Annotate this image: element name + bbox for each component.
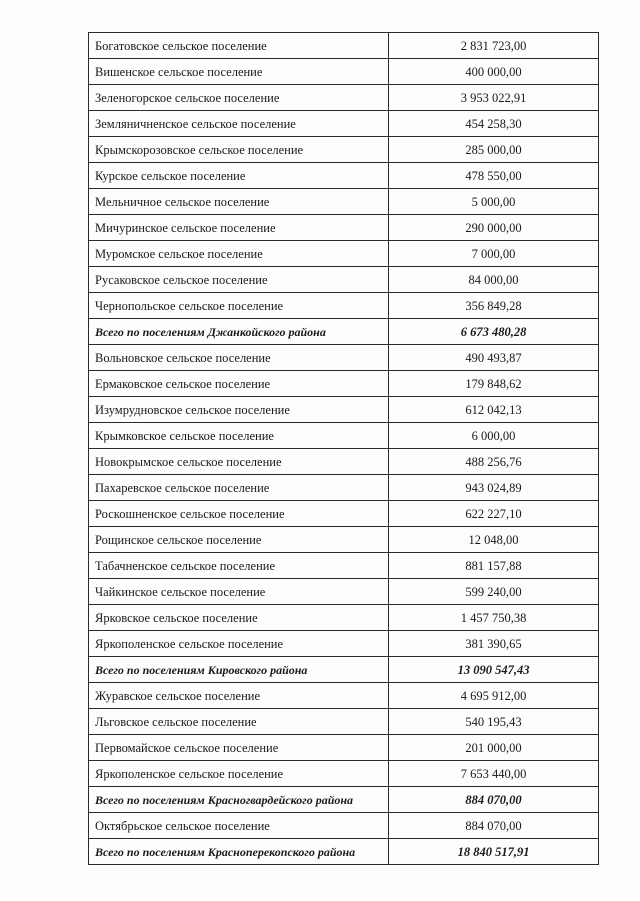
settlement-name-cell: Чайкинское сельское поселение [89,579,389,605]
district-total-amount: 13 090 547,43 [389,657,599,683]
amount-cell: 881 157,88 [389,553,599,579]
settlement-name-cell: Рощинское сельское поселение [89,527,389,553]
table-row [89,215,599,241]
table-row [89,813,599,839]
amount-cell: 884 070,00 [389,813,599,839]
table-row [89,59,599,85]
district-total-row [89,839,599,865]
amount-cell: 400 000,00 [389,59,599,85]
table-row [89,579,599,605]
amount-cell: 7 653 440,00 [389,761,599,787]
table-row [89,527,599,553]
settlement-name-cell: Новокрымское сельское поселение [89,449,389,475]
table-row [89,189,599,215]
settlement-name-cell: Земляничненское сельское поселение [89,111,389,137]
district-total-row [89,787,599,813]
settlement-name-cell: Крымковское сельское поселение [89,423,389,449]
district-total-label: Всего по поселениям Красноперекопского района [89,839,389,865]
amount-cell: 612 042,13 [389,397,599,423]
table-row [89,475,599,501]
district-total-amount: 884 070,00 [389,787,599,813]
table-row [89,85,599,111]
settlement-name-cell: Роскошненское сельское поселение [89,501,389,527]
settlements-funding-table [88,32,599,865]
amount-cell: 2 831 723,00 [389,33,599,59]
table-row [89,345,599,371]
settlement-name-cell: Первомайское сельское поселение [89,735,389,761]
table-row [89,683,599,709]
amount-cell: 356 849,28 [389,293,599,319]
district-total-label: Всего по поселениям Красногвардейского района [89,787,389,813]
district-total-row [89,657,599,683]
amount-cell: 599 240,00 [389,579,599,605]
amount-cell: 6 000,00 [389,423,599,449]
settlement-name-cell: Вольновское сельское поселение [89,345,389,371]
settlement-name-cell: Пахаревское сельское поселение [89,475,389,501]
amount-cell: 1 457 750,38 [389,605,599,631]
amount-cell: 290 000,00 [389,215,599,241]
amount-cell: 7 000,00 [389,241,599,267]
table-row [89,397,599,423]
settlement-name-cell: Яркополенское сельское поселение [89,631,389,657]
table-row [89,163,599,189]
amount-cell: 490 493,87 [389,345,599,371]
amount-cell: 5 000,00 [389,189,599,215]
table-body [89,33,599,865]
amount-cell: 3 953 022,91 [389,85,599,111]
table-row [89,761,599,787]
settlement-name-cell: Изумрудновское сельское поселение [89,397,389,423]
settlement-name-cell: Муромское сельское поселение [89,241,389,267]
amount-cell: 12 048,00 [389,527,599,553]
table-row [89,293,599,319]
table-row [89,709,599,735]
district-total-label: Всего по поселениям Кировского района [89,657,389,683]
table-row [89,241,599,267]
settlement-name-cell: Ермаковское сельское поселение [89,371,389,397]
table-row [89,33,599,59]
table-row [89,449,599,475]
settlement-name-cell: Мельничное сельское поселение [89,189,389,215]
amount-cell: 488 256,76 [389,449,599,475]
amount-cell: 478 550,00 [389,163,599,189]
amount-cell: 179 848,62 [389,371,599,397]
settlement-name-cell: Яркополенское сельское поселение [89,761,389,787]
table-row [89,735,599,761]
settlement-name-cell: Октябрьское сельское поселение [89,813,389,839]
settlement-name-cell: Богатовское сельское поселение [89,33,389,59]
district-total-amount: 6 673 480,28 [389,319,599,345]
amount-cell: 4 695 912,00 [389,683,599,709]
settlement-name-cell: Русаковское сельское поселение [89,267,389,293]
settlement-name-cell: Мичуринское сельское поселение [89,215,389,241]
amount-cell: 454 258,30 [389,111,599,137]
table-row [89,553,599,579]
district-total-label: Всего по поселениям Джанкойского района [89,319,389,345]
amount-cell: 381 390,65 [389,631,599,657]
settlement-name-cell: Ярковское сельское поселение [89,605,389,631]
table-row [89,111,599,137]
table-row [89,267,599,293]
amount-cell: 540 195,43 [389,709,599,735]
amount-cell: 285 000,00 [389,137,599,163]
settlement-name-cell: Чернопольское сельское поселение [89,293,389,319]
settlement-name-cell: Льговское сельское поселение [89,709,389,735]
settlement-name-cell: Крымскорозовское сельское поселение [89,137,389,163]
settlement-name-cell: Вишенское сельское поселение [89,59,389,85]
amount-cell: 943 024,89 [389,475,599,501]
settlement-name-cell: Журавское сельское поселение [89,683,389,709]
table-row [89,371,599,397]
table-row [89,423,599,449]
table-row [89,631,599,657]
district-total-amount: 18 840 517,91 [389,839,599,865]
amount-cell: 622 227,10 [389,501,599,527]
settlement-name-cell: Зеленогорское сельское поселение [89,85,389,111]
settlement-name-cell: Табачненское сельское поселение [89,553,389,579]
table-row [89,137,599,163]
table-row [89,501,599,527]
settlement-name-cell: Курское сельское поселение [89,163,389,189]
table-row [89,605,599,631]
amount-cell: 84 000,00 [389,267,599,293]
amount-cell: 201 000,00 [389,735,599,761]
district-total-row [89,319,599,345]
